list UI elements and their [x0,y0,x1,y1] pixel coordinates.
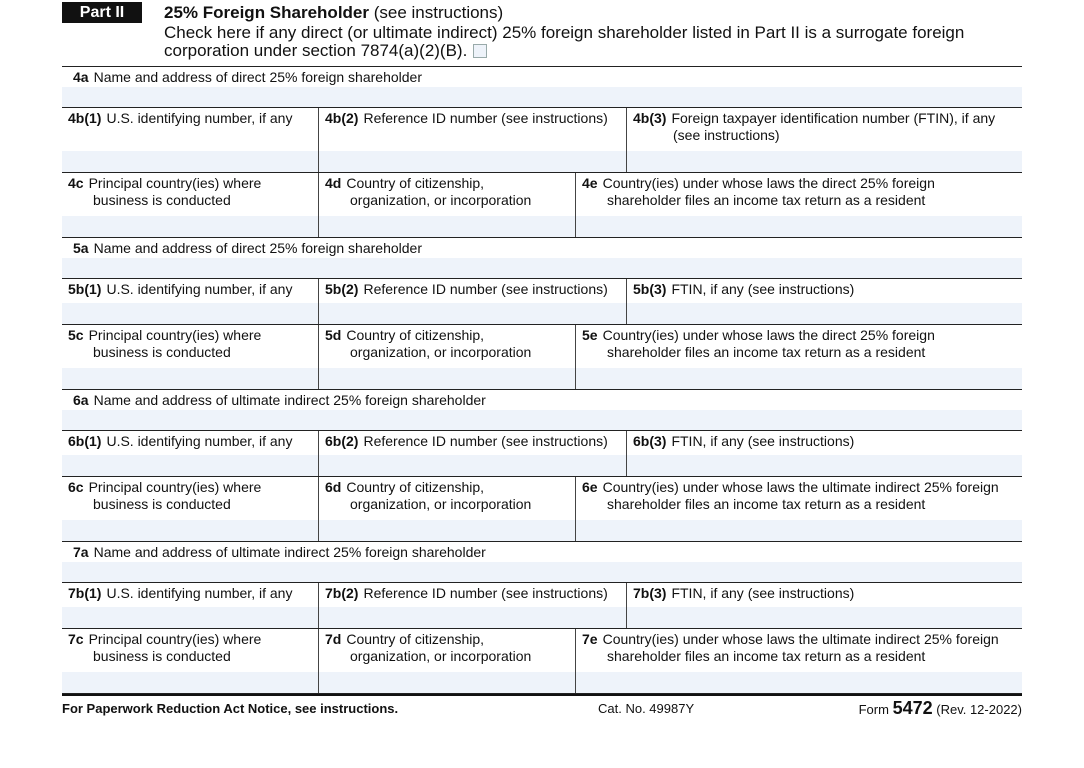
cell-7b2-label [319,583,626,607]
line-7a [62,542,1022,562]
cell-6b3 [626,431,1022,476]
cell-5e-text: Country(ies) under whose laws the direct 25% foreign [602,327,935,343]
cell-5b3-field[interactable] [627,303,1022,324]
cell-7b3-number: 7b(3) [633,585,667,601]
cell-6c [62,477,318,541]
cell-5d-text-2: organization, or incorporation [350,344,532,360]
cell-7c-label [62,629,318,672]
row-6b [62,430,1022,477]
cell-7b3-text: FTIN, if any (see instructions) [671,585,855,601]
cell-7c-text-2: business is conducted [93,648,231,664]
cell-6b3-number: 6b(3) [633,433,667,449]
cell-7c-text: Principal country(ies) where [88,631,262,647]
form-5472-part-ii [62,0,1022,724]
cell-5d-number: 5d [325,327,342,343]
cell-6c-field[interactable] [62,520,318,541]
cell-5b1 [62,279,318,324]
cell-4d [318,173,575,237]
cell-4e [575,173,1022,237]
cell-7b1 [62,583,318,628]
cell-5c-field[interactable] [62,368,318,389]
line-7a-field[interactable] [62,562,1022,582]
cell-6e-number: 6e [582,479,598,495]
cell-7b2-field[interactable] [319,607,626,628]
row-5b [62,278,1022,325]
cell-4b2-text: Reference ID number (see instructions) [363,110,608,126]
cell-6b1-label [62,431,318,455]
cell-4b3 [626,108,1022,172]
surrogate-check-line [164,24,1019,60]
cell-4e-text-2: shareholder files an income tax return as a resident [607,192,926,208]
cell-5b2 [318,279,626,324]
cell-7b1-text: U.S. identifying number, if any [106,585,293,601]
cell-7b1-number: 7b(1) [68,585,102,601]
cell-6d-field[interactable] [319,520,575,541]
cell-7b3 [626,583,1022,628]
cell-4b1-text: U.S. identifying number, if any [106,110,293,126]
cell-5b3-label [627,279,1022,303]
cell-7d-field[interactable] [319,672,575,693]
line-4a-label: Name and address of direct 25% foreign shareholder [93,69,422,85]
cell-6c-text-2: business is conducted [93,496,231,512]
cell-4d-field[interactable] [319,216,575,237]
cell-6b3-label [627,431,1022,455]
cell-5d-label [319,325,575,368]
row-7cde [62,629,1022,694]
cell-4d-number: 4d [325,175,342,191]
cell-4c-text-2: business is conducted [93,192,231,208]
cell-6c-text: Principal country(ies) where [88,479,262,495]
cell-4b1-number: 4b(1) [68,110,102,126]
cell-4c-label [62,173,318,216]
cell-7b3-label [627,583,1022,607]
cell-5e [575,325,1022,389]
cell-4d-label [319,173,575,216]
line-4a [62,67,1022,87]
part-title [164,2,503,23]
cell-6b3-field[interactable] [627,455,1022,476]
cell-7b1-label [62,583,318,607]
cell-4b3-number: 4b(3) [633,110,667,126]
cell-7b2-number: 7b(2) [325,585,359,601]
cell-5e-label [576,325,1022,368]
cell-6e-label [576,477,1022,520]
line-4a-field[interactable] [62,87,1022,107]
cell-4b1-label [62,108,318,151]
cell-4e-field[interactable] [576,216,1022,237]
cell-5b2-number: 5b(2) [325,281,359,297]
cell-5c-text-2: business is conducted [93,344,231,360]
cell-7e-text: Country(ies) under whose laws the ultimate indirect 25% foreign [602,631,999,647]
cell-5b1-text: U.S. identifying number, if any [106,281,293,297]
cell-4e-label [576,173,1022,216]
cell-7e-label [576,629,1022,672]
cell-4c-text: Principal country(ies) where [88,175,262,191]
part-title-text: 25% Foreign Shareholder [164,3,369,22]
cell-6d [318,477,575,541]
cell-6b2-number: 6b(2) [325,433,359,449]
row-4cde [62,173,1022,238]
paperwork-notice: For Paperwork Reduction Act Notice, see instructions. [62,701,399,716]
cell-7c [62,629,318,693]
cell-4b3-label [627,108,1022,151]
line-5a [62,238,1022,258]
cell-7e-field[interactable] [576,672,1022,693]
shareholder-sections [62,67,1022,694]
cell-5c [62,325,318,389]
cell-6b2 [318,431,626,476]
form-footer [62,694,1022,724]
cell-6c-label [62,477,318,520]
cell-6d-number: 6d [325,479,342,495]
line-6a-number: 6a [73,392,89,408]
cell-7b2 [318,583,626,628]
part-title-note: (see instructions) [373,3,504,22]
cell-6d-label [319,477,575,520]
line-4a-number: 4a [73,69,89,85]
cell-7e-text-2: shareholder files an income tax return as a resident [607,648,926,664]
surrogate-checkbox[interactable] [473,44,487,58]
cell-4d-text-2: organization, or incorporation [350,192,532,208]
cell-6e [575,477,1022,541]
cell-6d-text-2: organization, or incorporation [350,496,532,512]
part-label: Part II [62,2,142,23]
line-6a-field[interactable] [62,410,1022,430]
cell-4e-number: 4e [582,175,598,191]
cell-4b2-number: 4b(2) [325,110,359,126]
cell-6b2-field[interactable] [319,455,626,476]
cell-4b2-label [319,108,626,151]
cell-7c-number: 7c [68,631,84,647]
cell-6c-number: 6c [68,479,84,495]
line-7a-label: Name and address of ultimate indirect 25% foreign shareholder [93,544,486,560]
cell-7d-text-2: organization, or incorporation [350,648,532,664]
cell-6e-field[interactable] [576,520,1022,541]
form-revision: (Rev. 12-2022) [936,702,1022,717]
cell-6b1 [62,431,318,476]
cell-4e-text: Country(ies) under whose laws the direct 25% foreign [602,175,935,191]
cell-7d-text: Country of citizenship, [346,631,485,647]
form-number: 5472 [892,698,933,718]
cell-5d-text: Country of citizenship, [346,327,485,343]
cell-4c-field[interactable] [62,216,318,237]
cell-5c-label [62,325,318,368]
cell-5b1-number: 5b(1) [68,281,102,297]
cell-7e [575,629,1022,693]
form-word: Form [858,702,889,717]
cell-5b2-field[interactable] [319,303,626,324]
cell-4b2 [318,108,626,172]
cell-5e-field[interactable] [576,368,1022,389]
row-7b [62,582,1022,629]
cell-7d [318,629,575,693]
cell-7b2-text: Reference ID number (see instructions) [363,585,608,601]
cell-7b3-field[interactable] [627,607,1022,628]
cell-7d-label [319,629,575,672]
line-6a [62,390,1022,410]
cell-6d-text: Country of citizenship, [346,479,485,495]
cell-5d [318,325,575,389]
cell-4b1-field[interactable] [62,151,318,172]
cell-5b3-number: 5b(3) [633,281,667,297]
surrogate-check-text: Check here if any direct (or ultimate indirect) 25% foreign shareholder listed in Part II is a surrogate foreign corporation under section 7874(a)(2)(B). [164,23,965,60]
cell-6b1-text: U.S. identifying number, if any [106,433,293,449]
catalog-number: Cat. No. 49987Y [598,701,695,716]
cell-7d-number: 7d [325,631,342,647]
row-6cde [62,477,1022,542]
line-7a-number: 7a [73,544,89,560]
cell-5b2-label [319,279,626,303]
line-5a-number: 5a [73,240,89,256]
row-5cde [62,325,1022,390]
line-6a-label: Name and address of ultimate indirect 25% foreign shareholder [93,392,486,408]
cell-5e-text-2: shareholder files an income tax return as a resident [607,344,926,360]
form-number-block [859,698,1022,719]
cell-5b1-field[interactable] [62,303,318,324]
cell-5e-number: 5e [582,327,598,343]
cell-4b3-text-2: (see instructions) [673,127,780,143]
cell-6b2-label [319,431,626,455]
cell-4c-number: 4c [68,175,84,191]
cell-5b3-text: FTIN, if any (see instructions) [671,281,855,297]
cell-4b1 [62,108,318,172]
cell-4b2-field[interactable] [319,151,626,172]
cell-6e-text-2: shareholder files an income tax return as a resident [607,496,926,512]
line-5a-label: Name and address of direct 25% foreign shareholder [93,240,422,256]
cell-5d-field[interactable] [319,368,575,389]
cell-6e-text: Country(ies) under whose laws the ultimate indirect 25% foreign [602,479,999,495]
cell-6b2-text: Reference ID number (see instructions) [363,433,608,449]
cell-5c-number: 5c [68,327,84,343]
cell-5b3 [626,279,1022,324]
line-5a-field[interactable] [62,258,1022,278]
cell-4c [62,173,318,237]
cell-4d-text: Country of citizenship, [346,175,485,191]
cell-4b3-field[interactable] [627,151,1022,172]
cell-5b2-text: Reference ID number (see instructions) [363,281,608,297]
cell-6b1-number: 6b(1) [68,433,102,449]
cell-7b1-field[interactable] [62,607,318,628]
part-header [62,0,1022,67]
cell-7e-number: 7e [582,631,598,647]
cell-7c-field[interactable] [62,672,318,693]
row-4b [62,107,1022,173]
cell-5b1-label [62,279,318,303]
cell-6b3-text: FTIN, if any (see instructions) [671,433,855,449]
cell-4b3-text: Foreign taxpayer identification number (FTIN), if any [671,110,996,126]
cell-5c-text: Principal country(ies) where [88,327,262,343]
cell-6b1-field[interactable] [62,455,318,476]
